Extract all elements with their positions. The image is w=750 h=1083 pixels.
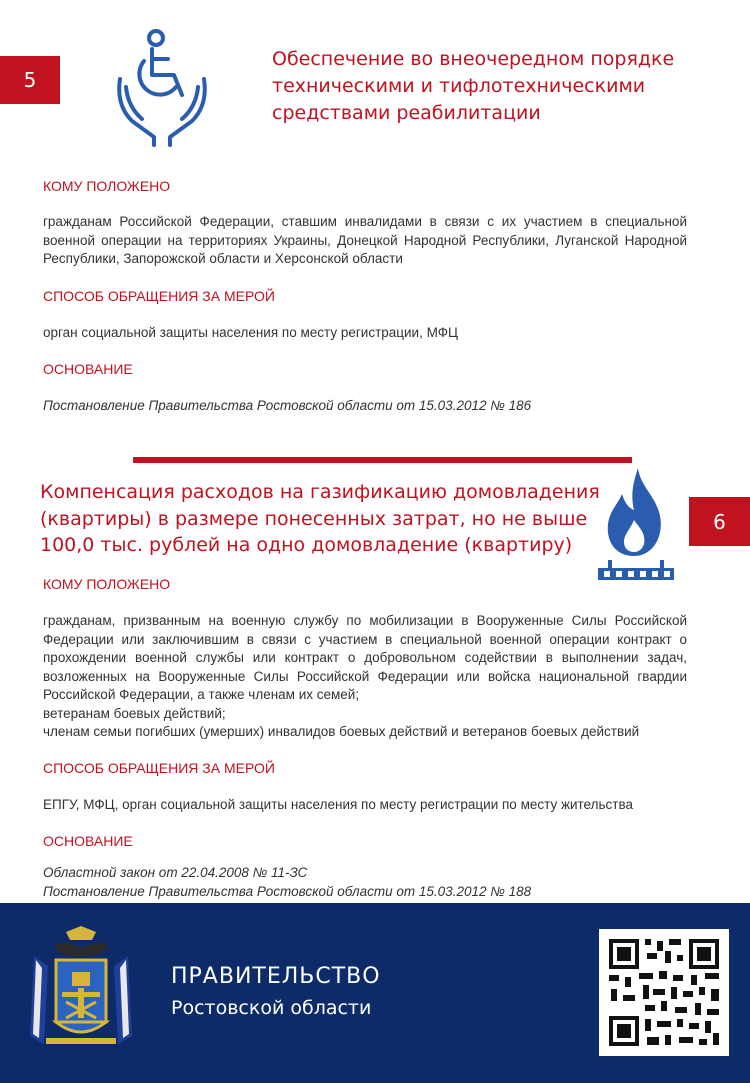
section-divider [133,457,632,463]
section-6-basis-label: ОСНОВАНИЕ [43,833,133,849]
wheelchair-hands-icon [112,27,212,147]
basis-line: Постановление Правительства Ростовской области от 15.03.2012 № 188 [43,883,532,899]
qr-code[interactable] [599,929,729,1056]
title-line: техническими и тифлотехническими [272,75,646,97]
title-line: средствами реабилитации [272,102,541,124]
who-line: членам семьи погибших (умерших) инвалидов боевых действий и ветеранов боевых действий [43,724,640,739]
section-5-how-text: орган социальной защиты населения по месту регистрации, МФЦ [43,325,458,340]
section-5-basis-text [43,397,687,416]
gas-flame-icon [594,464,678,580]
footer-subtitle: Ростовской области [171,997,372,1019]
section-5-number-badge: 5 [0,56,60,104]
section-6-number-badge: 6 [689,497,750,546]
who-paragraph: гражданам, призванным на военную службу по мобилизации в Вооруженные Силы Российской Федерации или заключившим в связи с участием в специальной военной операции контракт о прохождении военной службы или контракт о добровольном содействии в выполнении задач, возложенных на Вооруженные Силы Российской Федерации или войска национальной гвардии Российской Федерации, а также членам их семей; [43,613,687,702]
title-line: Компенсация расходов на газификацию домовладения [40,481,600,503]
section-5-who-text: гражданам Российской Федерации, ставшим инвалидами в связи с их участием в специальной военной операции на территориях Украины, Донецкой Народной Республики, Луганской Народной Республики, Запорожской области и Херсонской области [43,214,687,266]
footer-title: ПРАВИТЕЛЬСТВО [171,964,381,989]
section-6-basis-text [43,864,687,901]
section-6-title [40,479,600,559]
qr-code-icon [599,929,729,1056]
section-6-who-text [43,612,687,742]
title-line: Обеспечение во внеочередном порядке [272,48,675,70]
coat-of-arms-icon [22,926,140,1050]
section-6-how-label: СПОСОБ ОБРАЩЕНИЯ ЗА МЕРОЙ [43,760,275,776]
basis-line: Постановление Правительства Ростовской области от 15.03.2012 № 186 [43,398,532,413]
section-6-who-label: КОМУ ПОЛОЖЕНО [43,576,171,592]
basis-line: Областной закон от 22.04.2008 № 11-ЗС [43,865,308,880]
who-line: ветеранам боевых действий; [43,705,226,721]
section-6-how-text: ЕПГУ, МФЦ, орган социальной защиты населения по месту регистрации по месту жительства [43,797,633,812]
section-5-how-label: СПОСОБ ОБРАЩЕНИЯ ЗА МЕРОЙ [43,288,275,304]
title-line: (квартиры) в размере понесенных затрат, но не выше [40,507,588,530]
section-5-basis-label: ОСНОВАНИЕ [43,361,133,377]
section-5-title [272,46,674,127]
section-5-who-label: КОМУ ПОЛОЖЕНО [43,178,171,194]
title-line: 100,0 тыс. рублей на одно домовладение (квартиру) [40,534,573,556]
